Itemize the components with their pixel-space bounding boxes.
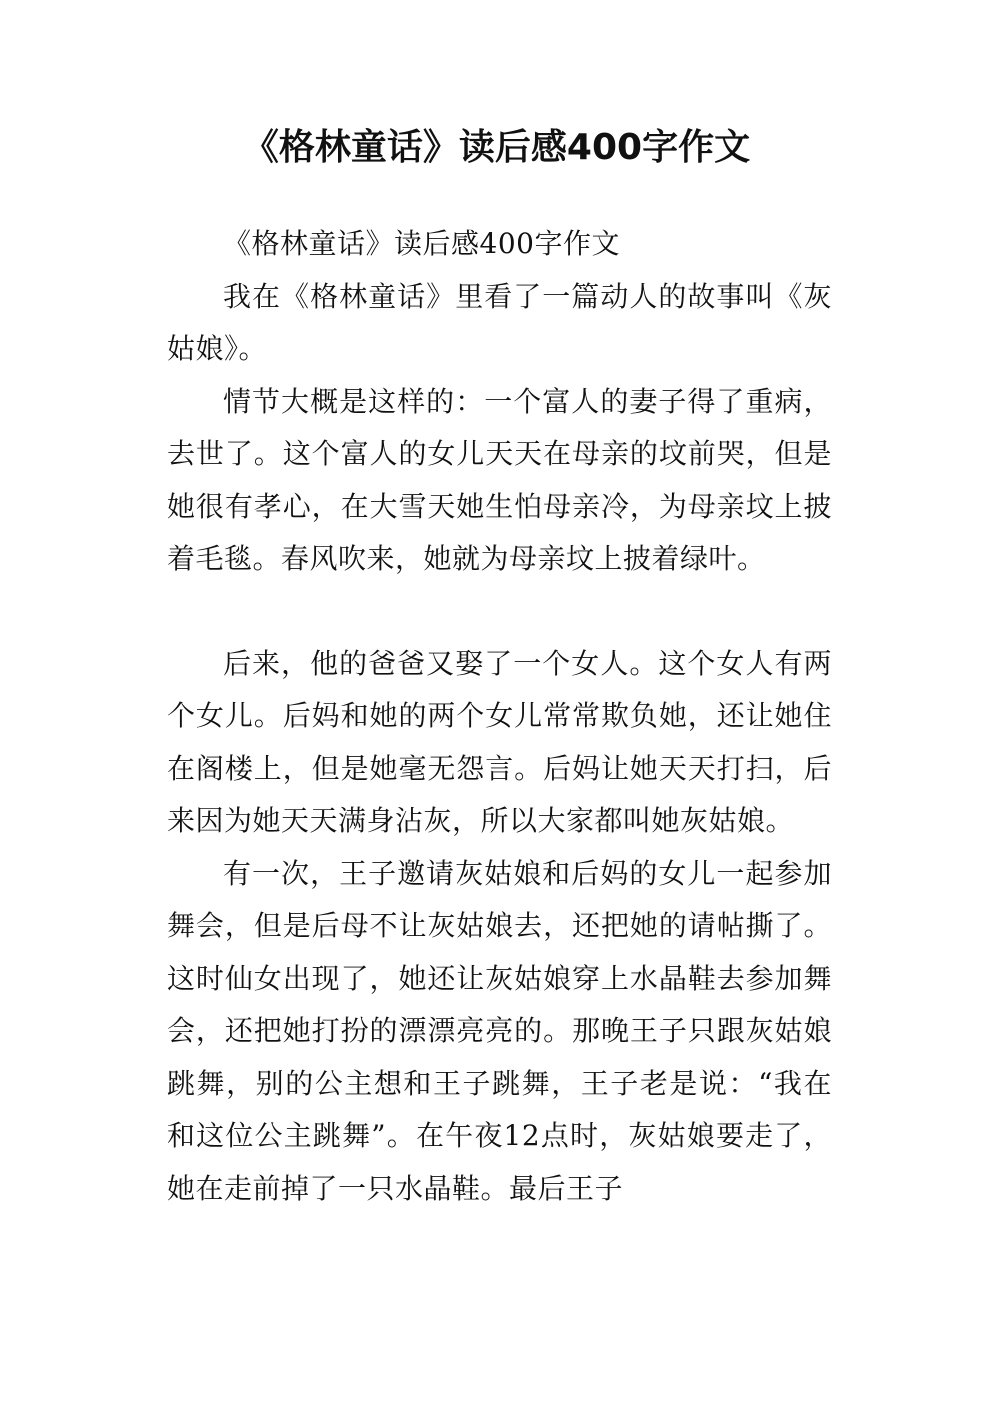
document-title: 《格林童话》读后感400字作文 <box>242 127 751 168</box>
paragraph-subtitle: 《格林童话》读后感400字作文 <box>223 227 620 260</box>
paragraph-intro: 我在《格林童话》里看了一篇动人的故事叫《灰姑娘》。 <box>167 279 832 365</box>
paragraph-plot: 情节大概是这样的：一个富人的妻子得了重病，去世了。这个富人的女儿天天在母亲的坟前哭，但是她很有孝心，在大雪天她生怕母亲冷，为母亲坟上披着毛毯。春风吹来，她就为母亲坟上披着绿叶。 <box>167 384 832 575</box>
document-body <box>167 218 832 1215</box>
paragraph-stepmother: 后来，他的爸爸又娶了一个女人。这个女人有两个女儿。后妈和她的两个女儿常常欺负她，还让她住在阁楼上，但是她毫无怨言。后妈让她天天打扫，后来因为她天天满身沾灰，所以大家都叫她灰姑娘。 <box>167 646 832 837</box>
paragraph-ball: 有一次，王子邀请灰姑娘和后妈的女儿一起参加舞会，但是后母不让灰姑娘去，还把她的请帖撕了。这时仙女出现了，她还让灰姑娘穿上水晶鞋去参加舞会，还把她打扮的漂漂亮亮的。那晚王子只跟灰姑娘跳舞，别的公主想和王子跳舞，王子老是说：“我在和这位公主跳舞”。在午夜12点时，灰姑娘要走了，她在走前掉了一只水晶鞋。最后王子 <box>167 856 832 1205</box>
